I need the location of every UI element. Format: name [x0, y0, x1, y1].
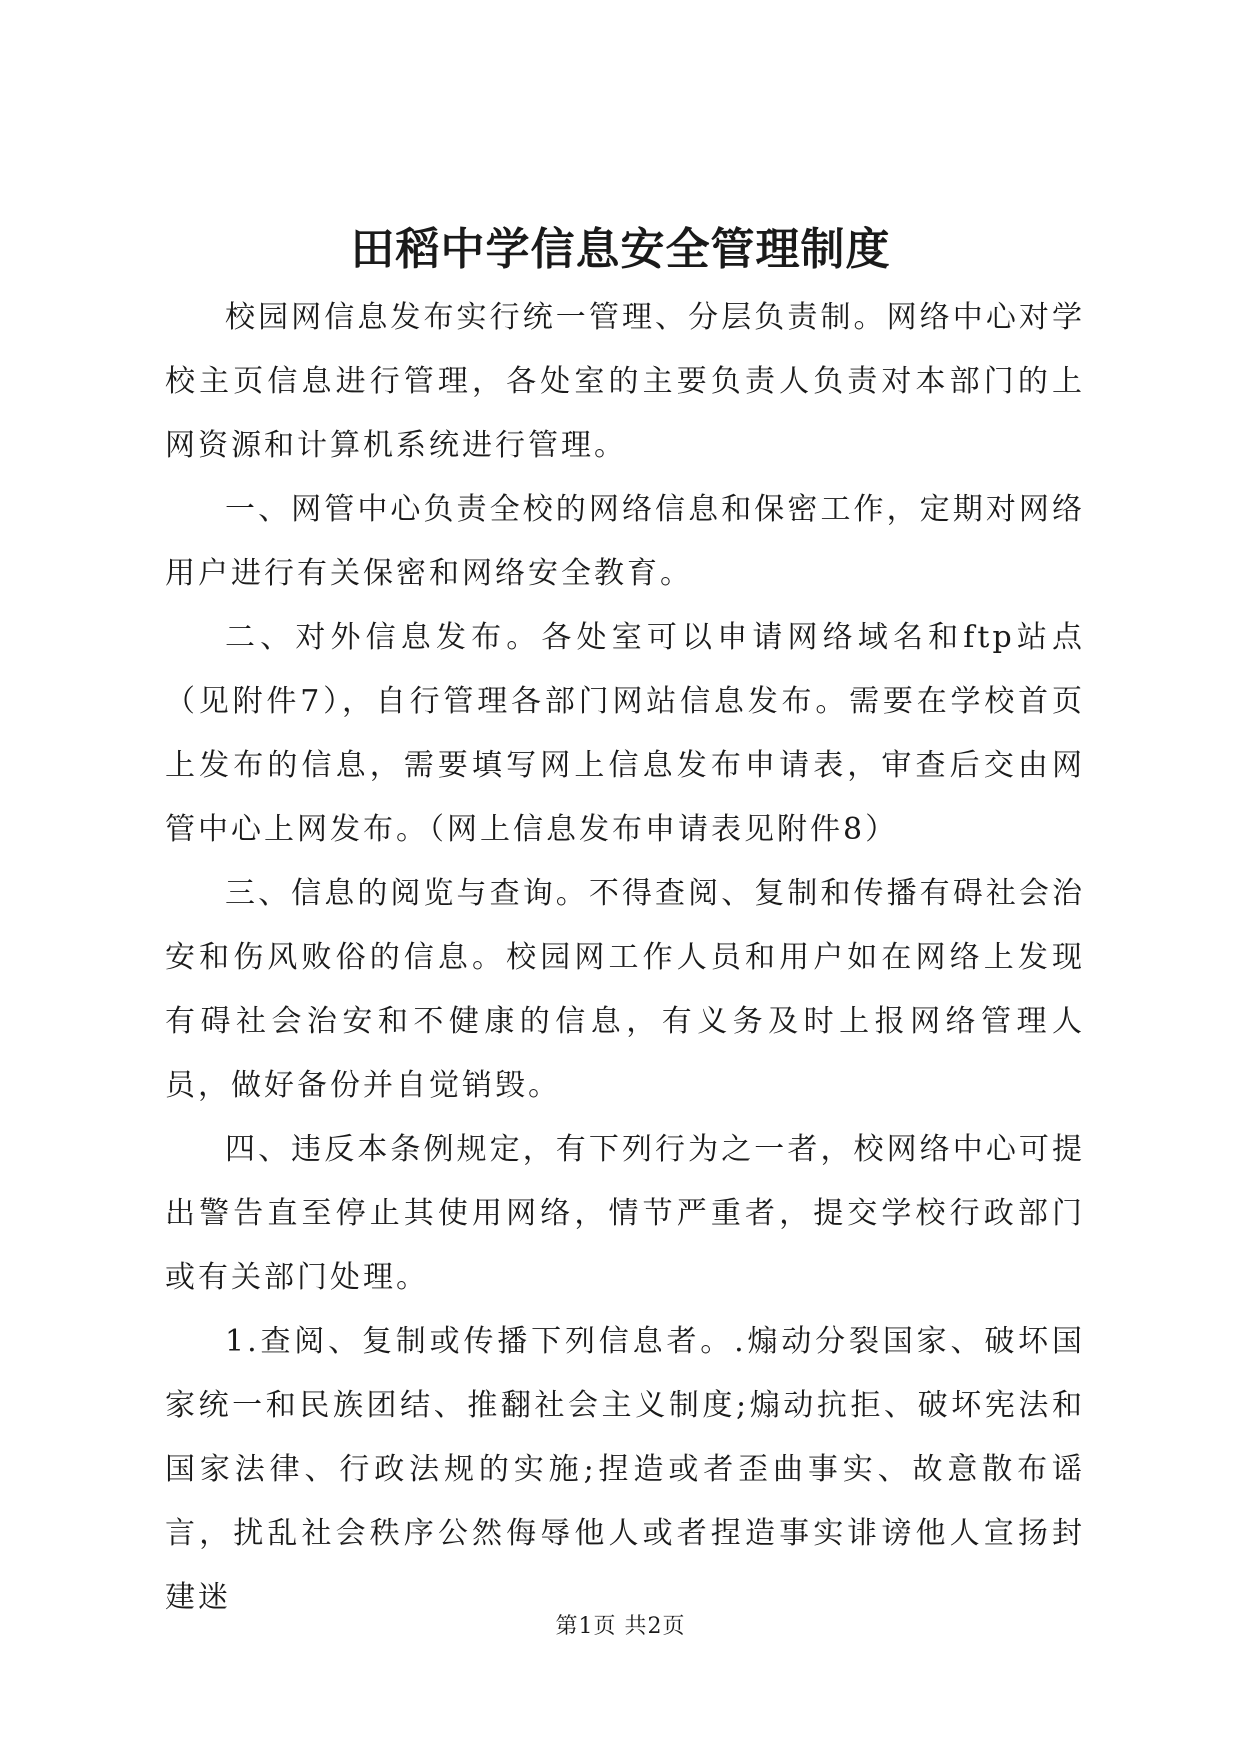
- paragraph-section-2: 二、对外信息发布。各处室可以申请网络域名和ftp站点（见附件7），自行管理各部门网站信息发布。需要在学校首页上发布的信息，需要填写网上信息发布申请表，审查后交由网管中心上网发布。（网上信息发布申请表见附件8）: [165, 620, 1085, 847]
- paragraph-section-1: 一、网管中心负责全校的网络信息和保密工作，定期对网络用户进行有关保密和网络安全教育。: [165, 492, 1085, 591]
- paragraph-intro: 校园网信息发布实行统一管理、分层负责制。网络中心对学校主页信息进行管理，各处室的主要负责人负责对本部门的上网资源和计算机系统进行管理。: [165, 300, 1085, 463]
- document-body: [165, 286, 1085, 1630]
- document-title: 田稻中学信息安全管理制度: [350, 224, 891, 275]
- paragraph-section-3: 三、信息的阅览与查询。不得查阅、复制和传播有碍社会治安和伤风败俗的信息。校园网工作人员和用户如在网络上发现有碍社会治安和不健康的信息，有义务及时上报网络管理人员，做好备份并自觉销毁。: [165, 876, 1085, 1103]
- paragraph-section-4: 四、违反本条例规定，有下列行为之一者，校网络中心可提出警告直至停止其使用网络，情节严重者，提交学校行政部门或有关部门处理。: [165, 1132, 1085, 1295]
- paragraph-item-1: 1.查阅、复制或传播下列信息者。.煽动分裂国家、破坏国家统一和民族团结、推翻社会主义制度;煽动抗拒、破坏宪法和国家法律、行政法规的实施;捏造或者歪曲事实、故意散布谣言，扰乱社会秩序公然侮辱他人或者捏造事实诽谤他人宣扬封建迷: [165, 1324, 1085, 1615]
- page-number-footer: 第1页 共2页: [555, 1614, 686, 1639]
